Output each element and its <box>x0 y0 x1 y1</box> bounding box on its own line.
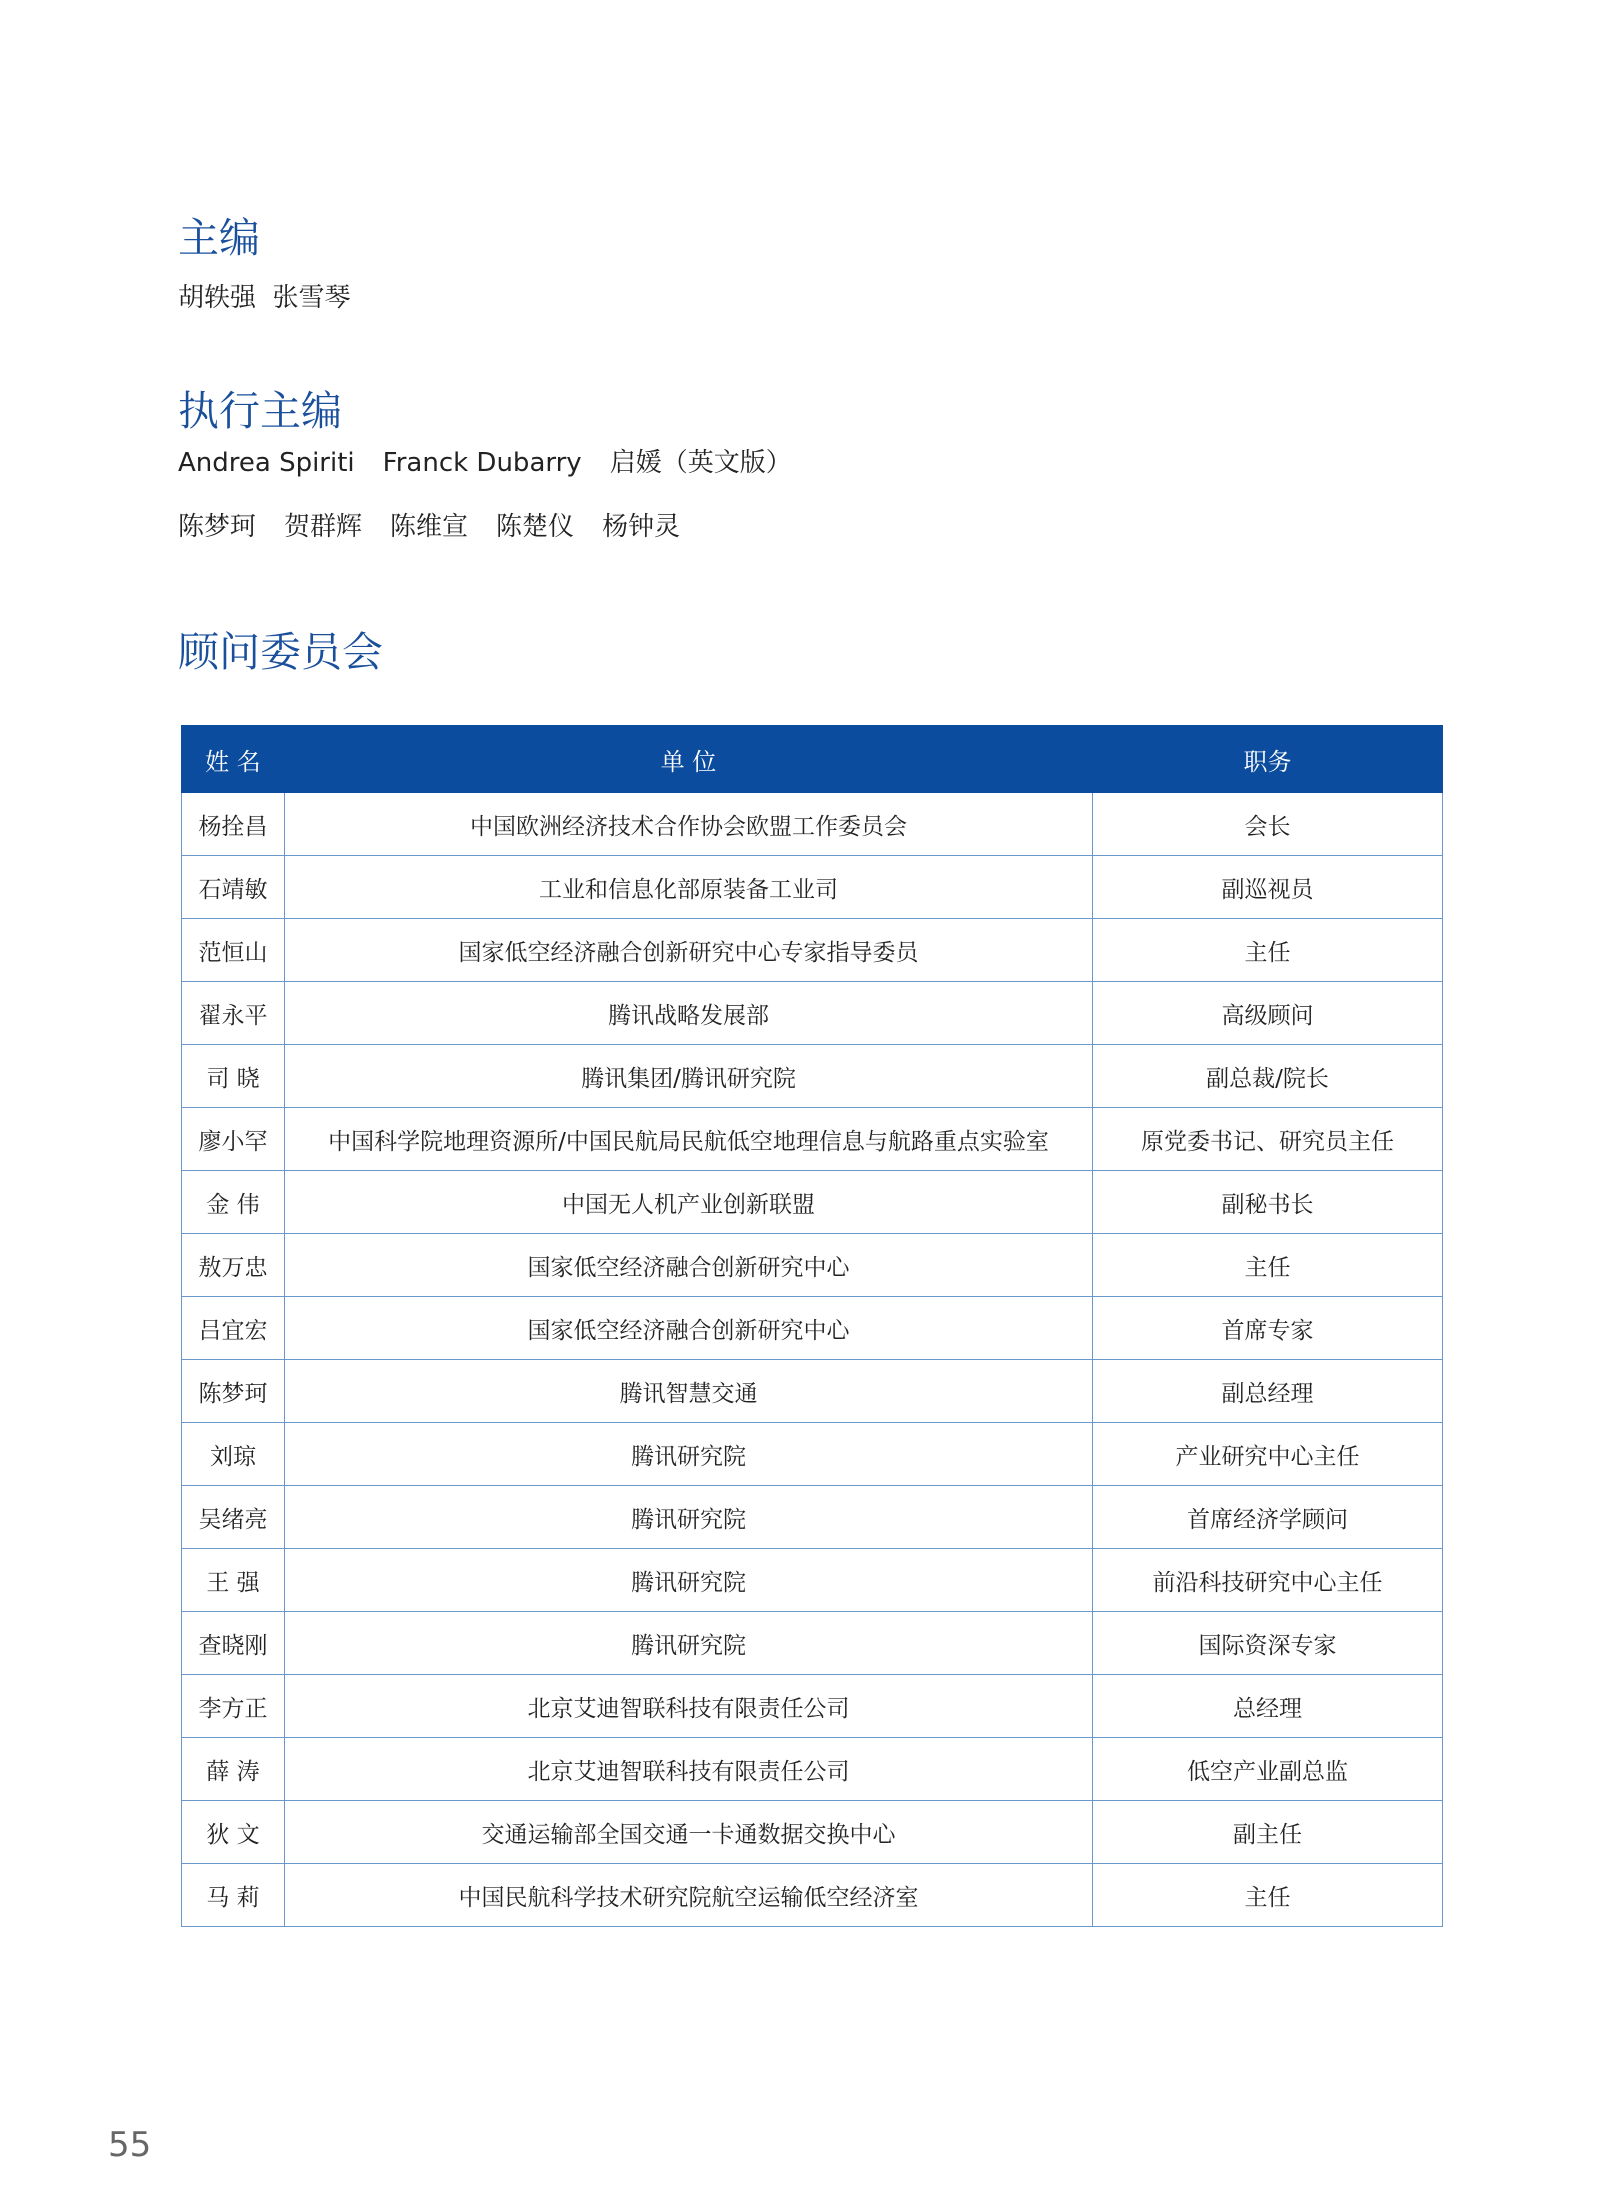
editor-in-chief-names: 胡轶强 张雪琴 <box>178 283 351 313</box>
editor-name: 贺群辉 <box>284 512 363 542</box>
cell-role: 副总裁/院长 <box>1093 1045 1443 1108</box>
cell-name: 敖万忠 <box>182 1234 285 1297</box>
table-row <box>182 1486 1443 1549</box>
table-row <box>182 1612 1443 1675</box>
table-row <box>182 1045 1443 1108</box>
table-row <box>182 1738 1443 1801</box>
table-row <box>182 919 1443 982</box>
table-header-row <box>182 726 1443 793</box>
cell-unit: 腾讯集团/腾讯研究院 <box>285 1045 1093 1108</box>
cell-name: 范恒山 <box>182 919 285 982</box>
table-row <box>182 856 1443 919</box>
advisory-committee-table <box>181 725 1443 1927</box>
table-row <box>182 1801 1443 1864</box>
cell-role: 副巡视员 <box>1093 856 1443 919</box>
cell-unit: 中国科学院地理资源所/中国民航局民航低空地理信息与航路重点实验室 <box>285 1108 1093 1171</box>
cell-unit: 中国民航科学技术研究院航空运输低空经济室 <box>285 1864 1093 1927</box>
header-role: 职务 <box>1093 726 1443 793</box>
cell-name: 狄 文 <box>182 1801 285 1864</box>
executive-editors-line1 <box>178 450 792 476</box>
cell-name: 司 晓 <box>182 1045 285 1108</box>
cell-name: 王 强 <box>182 1549 285 1612</box>
cell-unit: 腾讯战略发展部 <box>285 982 1093 1045</box>
table-row <box>182 1234 1443 1297</box>
cell-name: 金 伟 <box>182 1171 285 1234</box>
editor-name: 杨钟灵 <box>602 512 681 542</box>
cell-role: 低空产业副总监 <box>1093 1738 1443 1801</box>
cell-name: 石靖敏 <box>182 856 285 919</box>
table-row <box>182 1423 1443 1486</box>
cell-role: 首席专家 <box>1093 1297 1443 1360</box>
cell-role: 副主任 <box>1093 1801 1443 1864</box>
cell-role: 主任 <box>1093 1234 1443 1297</box>
cell-role: 原党委书记、研究员主任 <box>1093 1108 1443 1171</box>
cell-unit: 交通运输部全国交通一卡通数据交换中心 <box>285 1801 1093 1864</box>
executive-editors-line2 <box>178 514 680 540</box>
table-row <box>182 793 1443 856</box>
advisory-committee-heading: 顾问委员会 <box>178 628 383 676</box>
cell-name: 廖小罕 <box>182 1108 285 1171</box>
cell-unit: 腾讯研究院 <box>285 1423 1093 1486</box>
cell-role: 产业研究中心主任 <box>1093 1423 1443 1486</box>
cell-unit: 北京艾迪智联科技有限责任公司 <box>285 1738 1093 1801</box>
cell-unit: 国家低空经济融合创新研究中心专家指导委员 <box>285 919 1093 982</box>
cell-name: 刘琼 <box>182 1423 285 1486</box>
cell-name: 翟永平 <box>182 982 285 1045</box>
editor-name: 陈维宣 <box>390 512 469 542</box>
cell-unit: 国家低空经济融合创新研究中心 <box>285 1297 1093 1360</box>
cell-name: 马 莉 <box>182 1864 285 1927</box>
cell-role: 高级顾问 <box>1093 982 1443 1045</box>
cell-name: 查晓刚 <box>182 1612 285 1675</box>
table-row <box>182 1297 1443 1360</box>
cell-role: 前沿科技研究中心主任 <box>1093 1549 1443 1612</box>
editor-name: 启媛（英文版） <box>609 448 792 478</box>
cell-unit: 腾讯智慧交通 <box>285 1360 1093 1423</box>
table-row <box>182 1171 1443 1234</box>
table-row <box>182 1549 1443 1612</box>
cell-unit: 腾讯研究院 <box>285 1612 1093 1675</box>
executive-editors-heading: 执行主编 <box>178 387 342 435</box>
cell-unit: 国家低空经济融合创新研究中心 <box>285 1234 1093 1297</box>
cell-unit: 腾讯研究院 <box>285 1549 1093 1612</box>
table-row <box>182 982 1443 1045</box>
cell-role: 总经理 <box>1093 1675 1443 1738</box>
cell-unit: 中国欧洲经济技术合作协会欧盟工作委员会 <box>285 793 1093 856</box>
table-row <box>182 1360 1443 1423</box>
table-row <box>182 1675 1443 1738</box>
cell-unit: 腾讯研究院 <box>285 1486 1093 1549</box>
cell-role: 主任 <box>1093 919 1443 982</box>
cell-role: 副总经理 <box>1093 1360 1443 1423</box>
editor-name: 陈梦珂 <box>178 512 257 542</box>
page-number: 55 <box>108 2125 152 2165</box>
table-row <box>182 1864 1443 1927</box>
editor-in-chief-heading: 主编 <box>178 214 260 262</box>
cell-name: 陈梦珂 <box>182 1360 285 1423</box>
table-row <box>182 1108 1443 1171</box>
cell-name: 薛 涛 <box>182 1738 285 1801</box>
cell-name: 杨拴昌 <box>182 793 285 856</box>
editor-name: 陈楚仪 <box>496 512 575 542</box>
cell-unit: 北京艾迪智联科技有限责任公司 <box>285 1675 1093 1738</box>
editor-name: Franck Dubarry <box>382 448 582 478</box>
header-unit: 单 位 <box>285 726 1093 793</box>
cell-role: 主任 <box>1093 1864 1443 1927</box>
cell-name: 吴绪亮 <box>182 1486 285 1549</box>
cell-role: 副秘书长 <box>1093 1171 1443 1234</box>
cell-name: 李方正 <box>182 1675 285 1738</box>
cell-unit: 工业和信息化部原装备工业司 <box>285 856 1093 919</box>
cell-role: 国际资深专家 <box>1093 1612 1443 1675</box>
cell-role: 首席经济学顾问 <box>1093 1486 1443 1549</box>
cell-role: 会长 <box>1093 793 1443 856</box>
editor-name: Andrea Spiriti <box>178 448 355 478</box>
cell-unit: 中国无人机产业创新联盟 <box>285 1171 1093 1234</box>
cell-name: 吕宜宏 <box>182 1297 285 1360</box>
header-name: 姓 名 <box>182 726 285 793</box>
